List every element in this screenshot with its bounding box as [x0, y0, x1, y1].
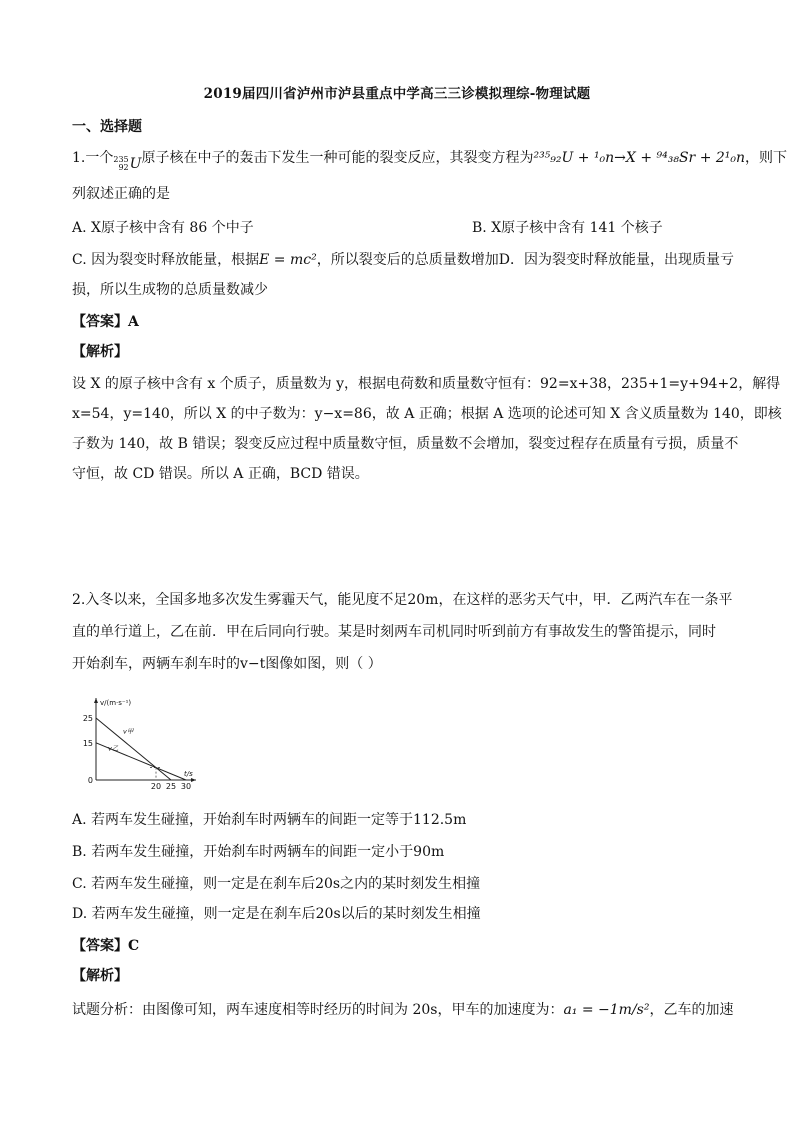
q1-stem-line1	[72, 148, 788, 174]
doc-title: 2019届四川省泸州市泸县重点中学高三三诊模拟理综-物理试题	[203, 86, 591, 102]
q1-option-a[interactable]: A. X原子核中含有 86 个中子	[72, 220, 254, 236]
uranium-nuclide	[113, 154, 141, 174]
x-axis-label: t/s	[184, 770, 193, 778]
q1-option-c[interactable]	[72, 250, 732, 270]
y-axis-arrow	[94, 698, 98, 703]
x-tick-label: 30	[180, 782, 192, 791]
q2-analysis-tail: ，乙车的加速	[649, 1002, 734, 1018]
q2-analysis-line1	[72, 1000, 732, 1020]
q2-analysis-label: 【解析】	[72, 968, 128, 984]
u-atomic: 92	[118, 163, 129, 172]
q2-stem-line3: 开始刹车，两辆车刹车时的v−t图像如图，则（ ）	[72, 656, 382, 672]
u-mass: 235	[113, 155, 129, 164]
q1-analysis-label: 【解析】	[72, 344, 128, 360]
q2-stem-line1: 2.入冬以来，全国多地多次发生雾霾天气，能见度不足20m，在这样的恶劣天气中，甲．乙两汽车在一条平	[72, 592, 733, 608]
q2-option-b[interactable]: B. 若两车发生碰撞，开始刹车时两辆车的间距一定小于90m	[72, 844, 445, 860]
graph-marks	[96, 718, 186, 780]
q1-stem-line2: 列叙述正确的是	[72, 186, 170, 202]
q1-option-b[interactable]: B. X原子核中含有 141 个核子	[472, 220, 663, 236]
q2-analysis-text: 试题分析：由图像可知，两车速度相等时经历的时间为 20s，甲车的加速度为：	[72, 1002, 564, 1018]
q2-option-d[interactable]: D. 若两车发生碰撞，则一定是在刹车后20s以后的某时刻发生相撞	[72, 906, 481, 922]
q1-analysis-line2: x=54，y=140，所以 X 的中子数为：y−x=86，故 A 正确；根据 A 选项的论述可知 X 含义质量数为 140，即核	[72, 406, 782, 422]
q2-stem-line2: 直的单行道上，乙在前．甲在后同向行驶。某是时刻两车司机同时听到前方有事故发生的警笛提示，同时	[72, 624, 716, 640]
q1-analysis-line3: 子数为 140，故 B 错误；裂变反应过程中质量数守恒，质量数不会增加，裂变过程存在质量有亏损，质量不	[72, 436, 739, 452]
x-tick-label: 25	[165, 782, 177, 791]
q1-option-c-text-b: ，所以裂变后的总质量数增加D．因为裂变时释放能量，出现质量亏	[316, 252, 734, 268]
section-heading: 一、选择题	[72, 119, 142, 135]
mass-energy-formula: E = mc²	[259, 252, 317, 268]
q1-option-c-line2: 损，所以生成物的总质量数减少	[72, 282, 268, 298]
series-label-2: v乙	[108, 744, 119, 753]
q2-option-c[interactable]: C. 若两车发生碰撞，则一定是在刹车后20s之内的某时刻发生相撞	[72, 876, 481, 892]
acceleration-formula: a₁ = −1m/s²	[563, 1002, 650, 1018]
y-tick-label: 15	[82, 738, 93, 748]
vt-graph	[76, 690, 206, 794]
q1-analysis-line1: 设 X 的原子核中含有 x 个质子，质量数为 y，根据电荷数和质量数守恒有：92=x+38，235+1=y+94+2，解得	[72, 376, 781, 392]
y-axis-label: v/(m·s⁻¹)	[100, 699, 132, 707]
q1-answer: 【答案】A	[72, 314, 139, 330]
q1-stem-b: 原子核在中子的轰击下发生一种可能的裂变反应，其裂变方程为	[141, 150, 534, 166]
y-tick-label: 0	[87, 776, 93, 785]
fission-equation: ²³⁵₉₂U + ¹₀n→X + ⁹⁴₃₈Sr + 2¹₀n	[533, 150, 746, 166]
x-tick-label: 20	[150, 782, 162, 791]
q1-option-c-text: C. 因为裂变时释放能量，根据	[72, 252, 260, 268]
x-axis-arrow	[191, 778, 196, 782]
q1-stem-c: ，则下	[745, 150, 788, 166]
u-symbol: U	[129, 156, 142, 172]
q1-stem-a: 1.一个	[72, 150, 114, 166]
y-tick-label: 25	[82, 714, 93, 723]
q2-option-a[interactable]: A. 若两车发生碰撞，开始刹车时两辆车的间距一定等于112.5m	[72, 812, 467, 828]
series-label-1: v甲	[123, 727, 134, 736]
q1-analysis-line4: 守恒，故 CD 错误。所以 A 正确，BCD 错误。	[72, 466, 369, 482]
q2-answer: 【答案】C	[72, 938, 140, 954]
q1-options-ab	[72, 218, 732, 238]
